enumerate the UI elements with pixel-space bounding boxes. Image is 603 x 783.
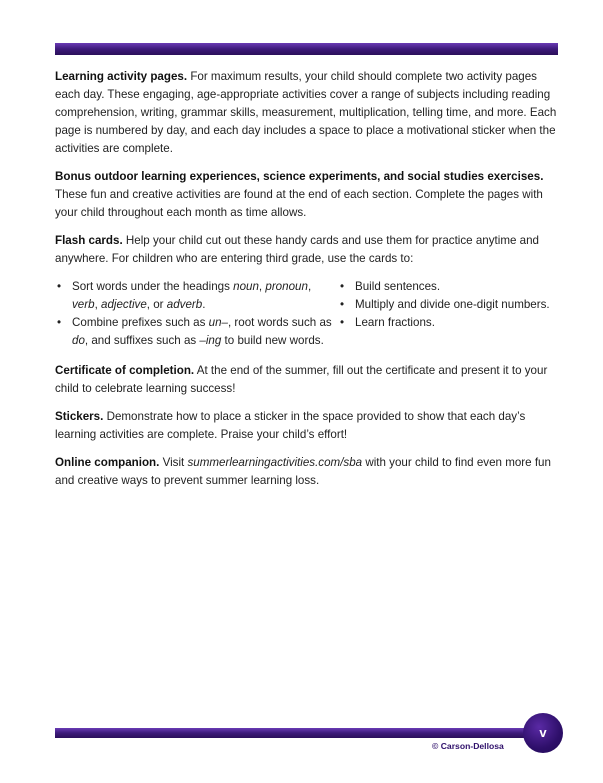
term-noun: noun	[233, 280, 259, 293]
paragraph-stickers	[55, 408, 560, 444]
paragraph-flash-cards	[55, 232, 560, 268]
bullet-column-left	[55, 278, 338, 350]
bullet-text: , and suffixes such as	[84, 334, 200, 347]
separator: ,	[94, 298, 102, 311]
separator: , or	[146, 298, 167, 311]
heading-stickers: Stickers.	[55, 410, 104, 423]
text-activity-pages: For maximum results, your child should complete two activity pages each day. These engaging, age-appropriate activities cover a range of subjects including reading comprehension, writing, grammar skills, measurement, multiplication, telling time, and more. Each page is numbered by day, and each day includes a space to place a motivational sticker when the activities are complete.	[55, 70, 557, 155]
separator: ,	[258, 280, 266, 293]
text-online-pre: Visit	[159, 456, 188, 469]
bullet-text: , root words such as	[227, 316, 332, 329]
separator: .	[202, 298, 206, 311]
online-url: summerlearningactivities.com/sba	[187, 456, 363, 469]
page-number-badge: v	[523, 713, 563, 753]
page-body	[55, 68, 560, 500]
bullet-sort-words	[55, 278, 338, 314]
text-certificate: At the end of the summer, fill out the certificate and present it to your child to celebrate learning success!	[55, 364, 548, 395]
paragraph-certificate	[55, 362, 560, 398]
bullet-build-sentences: • Build sentences.	[338, 278, 558, 296]
heading-activity-pages: Learning activity pages.	[55, 70, 188, 83]
flash-card-uses-list	[55, 278, 560, 350]
bullet-column-right	[338, 278, 558, 350]
bullet-text: Combine prefixes such as	[72, 316, 209, 329]
heading-certificate: Certificate of completion.	[55, 364, 195, 377]
text-stickers: Demonstrate how to place a sticker in the space provided to show that each day’s learning activities are complete. Praise your child’s effort!	[55, 410, 526, 441]
paragraph-bonus	[55, 168, 560, 222]
bottom-decorative-bar	[55, 728, 535, 738]
term-un: un–	[208, 316, 228, 329]
term-adjective: adjective	[101, 298, 147, 311]
bullet-learn-fractions: • Learn fractions.	[338, 314, 558, 332]
text-bonus: These fun and creative activities are found at the end of each section. Complete the pages with your child throughout each month as time allows.	[55, 188, 543, 219]
text-online-post: with your child to find even more fun and creative ways to prevent summer learning loss.	[55, 456, 551, 487]
heading-online-companion: Online companion.	[55, 456, 160, 469]
heading-flash-cards: Flash cards.	[55, 234, 123, 247]
text-flash-cards: Help your child cut out these handy cards and use them for practice anytime and anywhere. For children who are entering third grade, use the cards to:	[55, 234, 539, 265]
bullet-multiply-divide: • Multiply and divide one-digit numbers.	[338, 296, 558, 314]
term-pronoun: pronoun	[265, 280, 308, 293]
bullet-text: to build new words.	[221, 334, 324, 347]
heading-bonus: Bonus outdoor learning experiences, science experiments, and social studies exercises.	[55, 170, 544, 183]
bullet-text: Sort words under the headings	[72, 280, 234, 293]
copyright-notice: © Carson-Dellosa	[432, 741, 504, 751]
paragraph-activity-pages	[55, 68, 560, 158]
term-verb: verb	[72, 298, 95, 311]
term-do: do	[72, 334, 85, 347]
term-adverb: adverb	[166, 298, 203, 311]
term-ing: –ing	[199, 334, 222, 347]
top-decorative-bar	[55, 43, 558, 55]
bullet-combine-prefixes	[55, 314, 338, 350]
separator: ,	[307, 280, 312, 293]
paragraph-online-companion	[55, 454, 560, 490]
